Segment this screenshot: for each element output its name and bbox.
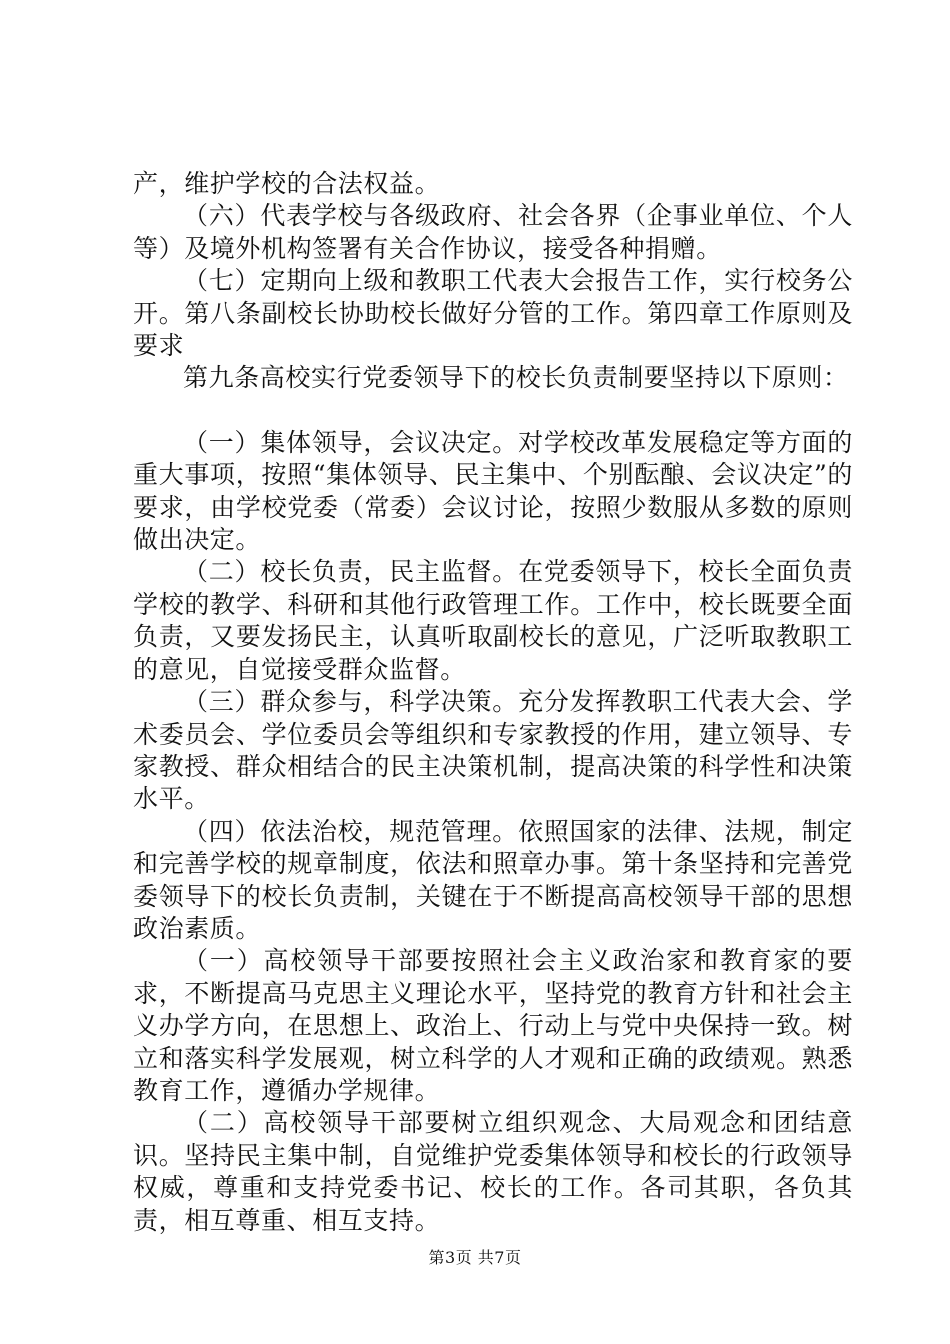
paragraph-9: （一）高校领导干部要按照社会主义政治家和教育家的要求，不断提高马克思主义理论水平，坚持党的教育方针和社会主义办学方向，在思想上、政治上、行动上与党中央保持一致。树立和落实科学发展观，树立科学的人才观和正确的政绩观。熟悉教育工作，遵循办学规律。	[133, 946, 853, 1105]
paragraph-2: （六）代表学校与各级政府、社会各界（企事业单位、个人等）及境外机构签署有关合作协议，接受各种捐赠。	[133, 201, 853, 263]
page-number-label: 第3页 共7页	[428, 1248, 522, 1267]
paragraph-8: （四）依法治校，规范管理。依照国家的法律、法规，制定和完善学校的规章制度，依法和照章办事。第十条坚持和完善党委领导下的校长负责制，关键在于不断提高高校领导干部的思想政治素质。	[133, 816, 853, 943]
paragraph-6: （二）校长负责，民主监督。在党委领导下，校长全面负责学校的教学、科研和其他行政管理工作。工作中，校长既要全面负责，又要发扬民主，认真听取副校长的意见，广泛听取教职工的意见，自觉接受群众监督。	[133, 557, 853, 684]
paragraph-5: （一）集体领导，会议决定。对学校改革发展稳定等方面的重大事项，按照“集体领导、民主集中、个别酝酿、会议决定”的要求，由学校党委（常委）会议讨论，按照少数服从多数的原则做出决定。	[133, 427, 853, 555]
page-footer	[0, 1245, 950, 1268]
paragraph-4: 第九条高校实行党委领导下的校长负责制要坚持以下原则：	[183, 363, 849, 393]
document-body	[133, 168, 853, 1237]
paragraph-10: （二）高校领导干部要树立组织观念、大局观念和团结意识。坚持民主集中制，自觉维护党委集体领导和校长的行政领导权威，尊重和支持党委书记、校长的工作。各司其职，各负其责，相互尊重、相互支持。	[133, 1108, 853, 1235]
paragraph-7: （三）群众参与，科学决策。充分发挥教职工代表大会、学术委员会、学位委员会等组织和专家教授的作用，建立领导、专家教授、群众相结合的民主决策机制，提高决策的科学性和决策水平。	[133, 687, 853, 814]
paragraph-1: 产，维护学校的合法权益。	[133, 169, 441, 198]
paragraph-3: （七）定期向上级和教职工代表大会报告工作，实行校务公开。第八条副校长协助校长做好分管的工作。第四章工作原则及要求	[133, 266, 853, 361]
